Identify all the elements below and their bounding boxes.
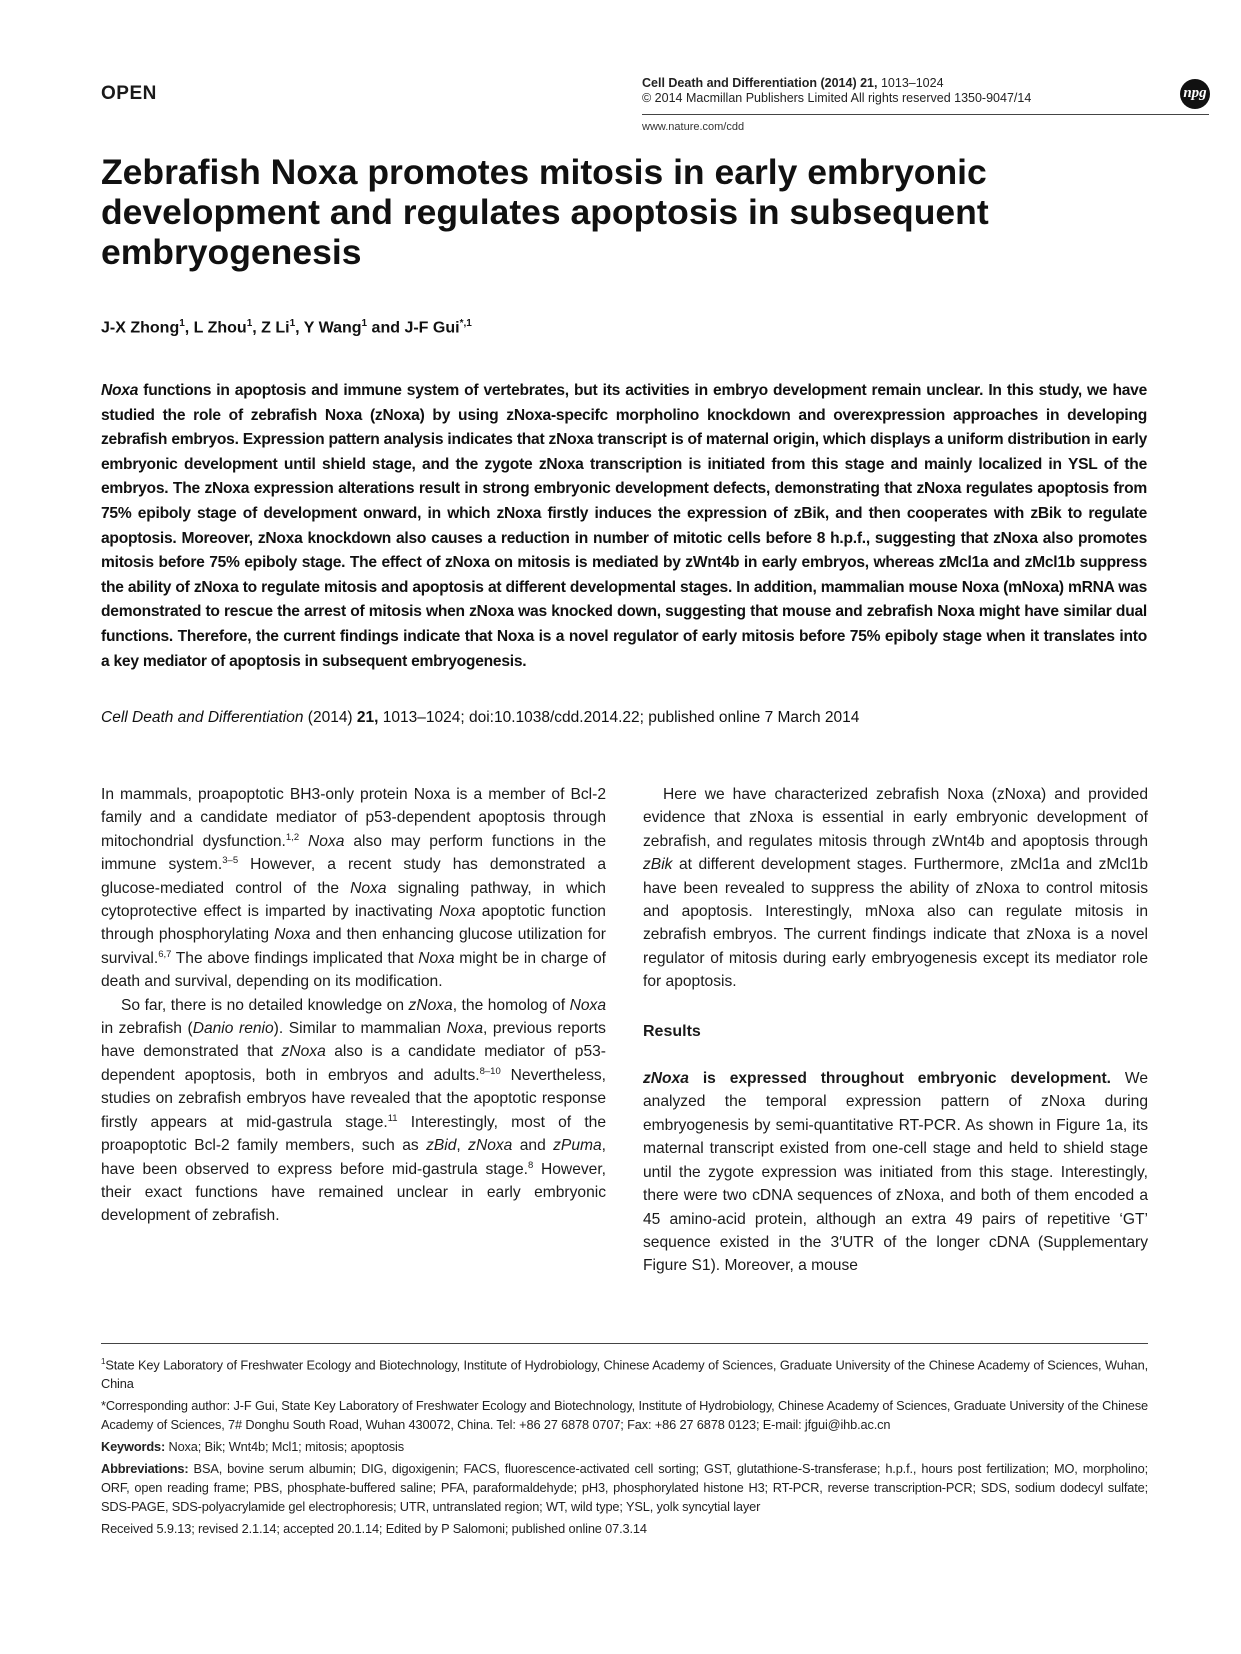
section-heading-results: Results [643, 1022, 701, 1040]
citation-volume: 21, [356, 709, 379, 726]
author-affiliation-sup: 1 [179, 318, 185, 329]
reference-link[interactable]: 8–10 [479, 1065, 501, 1077]
body-paragraph: Here we have characterized zebrafish Noxa (zNoxa) and provided evidence that zNoxa is essential in early embryonic development of zebrafish, and regulates mitosis through zWnt4b and apoptosis through zBik at different development stages. Furthermore, zMcl1a and zMcl1b have been revealed to suppress the ability of zNoxa to control mitosis and apoptosis. Interestingly, mNoxa also can regulate mitosis in zebrafish embryos. The current findings indicate that zNoxa is a novel regulator of mitosis during early embryogenesis except its mediator role for apoptosis. [643, 786, 1148, 991]
journal-info [642, 76, 1031, 106]
citation-details: 1013–1024; doi:10.1038/cdd.2014.22; published online 7 March 2014 [378, 709, 860, 726]
body-column-right [643, 783, 1148, 1278]
reference-link[interactable]: 6,7 [158, 948, 172, 960]
citation-journal: Cell Death and Differentiation [101, 709, 304, 726]
received-dates: Received 5.9.13; revised 2.1.14; accepted 20.1.14; Edited by P Salomoni; published online 07.3.14 [101, 1521, 647, 1537]
author-affiliation-sup: *,1 [459, 318, 472, 329]
abstract-lead: Noxa [101, 382, 139, 399]
journal-url[interactable]: www.nature.com/cdd [642, 121, 745, 133]
author-list [101, 318, 472, 337]
affiliation-note: $^1$State Key Laboratory of Freshwater Ecology and Biotechnology, Institute of Hydrobiology, Chinese Academy of Sciences, Graduate University of the Chinese Academy of Sciences, Wuhan, China [101, 1357, 1148, 1392]
body-paragraph: So far, there is no detailed knowledge on zNoxa, the homolog of Noxa in zebrafish (Danio renio). Similar to mammalian Noxa, previous reports have demonstrated that zNoxa also is a candidate mediator of p53-dependent apoptosis, both in embryos and adults.$^{8-10}$ Nevertheless, studies on zebrafish embryos have revealed that the apoptotic response firstly appears at mid-gastrula stage.$^{11}$ Interestingly, most of the proapoptotic Bcl-2 family members, such as zBid, zNoxa and zPuma, have been observed to express before mid-gastrula stage.$^8$ However, their exact functions have remained unclear in early embryonic development of zebrafish. [101, 996, 607, 1225]
header-divider [642, 114, 1209, 115]
open-access-label: OPEN [101, 83, 157, 104]
author-name: J-X Zhong [101, 319, 180, 337]
keywords-line: Keywords: Noxa; Bik; Wnt4b; Mcl1; mitosis; apoptosis [101, 1439, 404, 1455]
body-column-left [101, 783, 606, 1228]
author-separator: and [367, 319, 405, 337]
abstract [101, 379, 1147, 674]
article-title: Zebrafish Noxa promotes mitosis in early embryonic development and regulates apoptosis in subsequent embryogenesis [101, 152, 989, 272]
subsection-heading-italic: zNoxa [643, 1070, 689, 1088]
author-affiliation-sup: 1 [361, 318, 368, 329]
author-separator: , [184, 319, 194, 337]
author-name: J-F Gui [404, 319, 460, 337]
reference-link[interactable]: 1,2 [285, 831, 300, 843]
author-name: L Zhou [193, 319, 247, 337]
author-separator: , [252, 319, 262, 337]
author-affiliation-sup: 1 [246, 318, 253, 329]
citation-year: (2014) [303, 709, 357, 726]
author-name: Y Wang [303, 319, 362, 337]
journal-pages: 1013–1024 [880, 76, 944, 90]
reference-link[interactable]: 11 [387, 1112, 398, 1124]
reference-link[interactable]: 8 [527, 1159, 534, 1171]
author-name: Z Li [261, 319, 290, 337]
abstract-text: functions in apoptosis and immune system of vertebrates, but its activities in embryo development remain unclear. In this study, we have studied the role of zebrafish Noxa (zNoxa) by using zNoxa-specifc morpholino knockdown and overexpression approaches in developing zebrafish embryos. Expression pattern analysis indicates that zNoxa transcript is of maternal origin, which displays a uniform distribution in early embryonic development until shield stage, and the zygote zNoxa transcription is initiated from this stage and mainly localized in YSL of the embryos. The zNoxa expression alterations result in strong embryonic development defects, demonstrating that zNoxa regulates apoptosis from 75% epiboly stage of development onward, in which zNoxa firstly induces the expression of zBik, and then cooperates with zBik to regulate apoptosis. Moreover, zNoxa knockdown also causes a reduction in number of mitotic cells before 8 h.p.f., suggesting that zNoxa also promotes mitosis before 75% epiboly stage. The effect of zNoxa on mitosis is mediated by zWnt4b in early embryos, whereas zMcl1a and zMcl1b suppress the ability of zNoxa to regulate mitosis and apoptosis at different developmental stages. In addition, mammalian mouse Noxa (mNoxa) mRNA was demonstrated to rescue the arrest of mitosis when zNoxa was knocked down, suggesting that mouse and zebrafish Noxa might have similar dual functions. Therefore, the current findings indicate that Noxa is a novel regulator of early mitosis before 75% epiboly stage when it translates into a key mediator of apoptosis in subsequent embryogenesis. [101, 382, 1147, 670]
journal-name: Cell Death and Differentiation (2014) 21, [642, 76, 878, 90]
citation-line [101, 709, 859, 727]
footnote-divider [101, 1343, 1148, 1344]
footnotes [101, 1352, 1148, 1541]
author-affiliation-sup: 1 [289, 318, 296, 329]
body-paragraph: In mammals, proapoptotic BH3-only protein Noxa is a member of Bcl-2 family and a candidate mediator of p53-dependent apoptosis through mitochondrial dysfunction.$^{1,2}$ Noxa also may perform functions in the immune system.$^{3-5}$ However, a recent study has demonstrated a glucose-mediated control of the Noxa signaling pathway, in which cytoprotective effect is imparted by inactivating Noxa apoptotic function through phosphorylating Noxa and then enhancing glucose utilization for survival.$^{6,7}$ The above findings implicated that Noxa might be in charge of death and survival, depending on its modification. [101, 786, 607, 991]
abbreviations-line: Abbreviations: BSA, bovine serum albumin; DIG, digoxigenin; FACS, fluorescence-activated cell sorting; GST, glutathione-S-transferase; h.p.f., hours post fertilization; MO, morpholino; ORF, open reading frame; PBS, phosphate-buffered saline; PFA, paraformaldehyde; pH3, phosphorylated histone H3; RT-PCR, reverse transcription-PCR; SDS, sodium dodecyl sulfate; SDS-PAGE, SDS-polyacrylamide gel electrophoresis; UTR, untranslated region; WT, wild type; YSL, yolk syncytial layer [101, 1461, 1148, 1515]
copyright-line: © 2014 Macmillan Publishers Limited All rights reserved 1350-9047/14 [642, 91, 1032, 105]
body-paragraph: zNoxa is expressed throughout embryonic development. We analyzed the temporal expression pattern of zNoxa during embryogenesis by semi-quantitative RT-PCR. As shown in Figure 1a, its maternal transcript existed from one-cell stage and held to shield stage until the zygote expression was initiated from this stage. Interestingly, there were two cDNA sequences of zNoxa, and both of them encoded a 45 amino-acid protein, although an extra 49 pairs of repetitive ‘GT’ sequence existed in the 3′UTR of the longer cDNA (Supplementary Figure S1). Moreover, a mouse [643, 1070, 1148, 1275]
npg-logo-icon: npg [1180, 79, 1210, 109]
reference-link[interactable]: 3–5 [222, 855, 239, 867]
subsection-heading: is expressed throughout embryonic development. [688, 1070, 1111, 1088]
author-separator: , [295, 319, 304, 337]
corresponding-author-note: *Corresponding author: J-F Gui, State Key Laboratory of Freshwater Ecology and Biotechnology, Institute of Hydrobiology, Chinese Academy of Sciences, Graduate University of the Chinese Academy of Sciences, 7# Donghu South Road, Wuhan 430072, China. Tel: +86 27 6878 0707; Fax: +86 27 6878 0123; E-mail: jfgui@ihb.ac.cn [101, 1398, 1148, 1433]
